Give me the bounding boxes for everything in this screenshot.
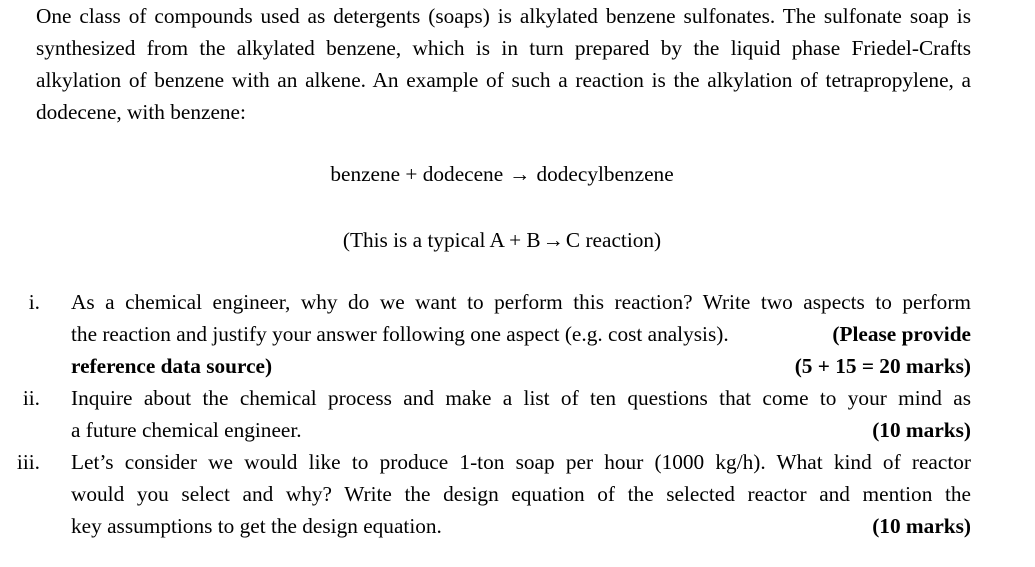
question-1-body (71, 286, 971, 382)
question-2-marks: (10 marks) (872, 418, 971, 442)
question-3-line-3 (71, 510, 971, 542)
note-after: C reaction) (565, 228, 662, 252)
question-3-line-2: would you select and why? Write the design equation of the selected reactor and mention the (71, 482, 971, 506)
question-1-line-2-bold: (Please provide (832, 322, 971, 346)
reaction-product: dodecylbenzene (536, 162, 674, 186)
note-arrow: → (542, 228, 564, 252)
question-1-marks: (5 + 15 = 20 marks) (794, 354, 971, 378)
question-2-line-2-text: a future chemical engineer. (71, 418, 302, 442)
question-1-line-3-bold: reference data source) (71, 354, 273, 378)
note-before: (This is a typical A + B (342, 228, 541, 252)
question-3-body (71, 446, 971, 542)
question-1-line-2-text: the reaction and justify your answer following one aspect (e.g. cost analysis). (71, 322, 729, 346)
reaction-type-note (0, 224, 1004, 256)
reaction-arrow: → (509, 162, 531, 186)
question-1-number: i. (28, 290, 40, 314)
question-3-line-3-text: key assumptions to get the design equation. (71, 514, 442, 538)
question-2-number: ii. (22, 386, 40, 410)
question-1-line-2 (71, 318, 971, 350)
question-1-line-1: As a chemical engineer, why do we want to perform this reaction? Write two aspects to perform (71, 290, 971, 314)
question-3-number: iii. (16, 450, 40, 474)
intro-paragraph: One class of compounds used as detergents (soaps) is alkylated benzene sulfonates. The sulfonate soap is synthesized from the alkylated benzene, which is in turn prepared by the liquid phase Friedel-Crafts alkylation of benzene with an alkene. An example of such a reaction is the alkylation of tetrapropylene, a dodecene, with benzene: (36, 4, 971, 124)
reaction-equation (0, 158, 1004, 190)
question-2-line-2 (71, 414, 971, 446)
question-2-line-1: Inquire about the chemical process and make a list of ten questions that come to your mind as (71, 386, 971, 410)
question-2-body (71, 382, 971, 446)
reaction-reactants: benzene + dodecene (330, 162, 504, 186)
question-1-line-3 (71, 350, 971, 382)
question-3-line-1: Let’s consider we would like to produce 1-ton soap per hour (1000 kg/h). What kind of reactor (71, 450, 971, 474)
question-3-marks: (10 marks) (872, 514, 971, 538)
